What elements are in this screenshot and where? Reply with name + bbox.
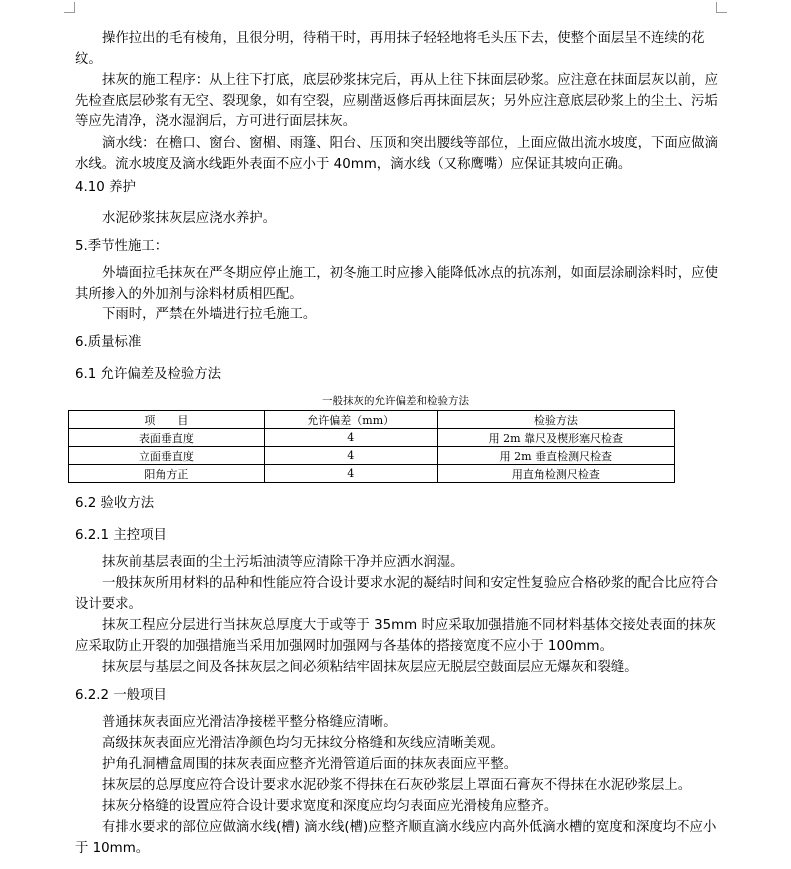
paragraph: 一般抹灰所用材料的品种和性能应符合设计要求水泥的凝结时间和安定性复验应合格砂浆的配合比应符合设计要求。 [75,576,718,612]
section-heading-6-2-2: 6.2.2 一般项目 [75,688,167,703]
section-heading-6: 6.质量标准 [75,335,142,350]
table-cell: 用直角检测尺检查 [437,465,674,483]
table-row [69,447,675,465]
table-cell: 4 [264,429,437,447]
table-row [69,429,675,447]
table-cell: 用 2m 垂直检测尺检查 [437,447,674,465]
table-header-row [69,411,675,429]
tolerance-table [68,410,675,483]
paragraph: 下雨时，严禁在外墙进行拉毛施工。 [102,307,317,322]
table-row [69,465,675,483]
paragraph: 滴水线：在檐口、窗台、窗楣、雨篷、阳台、压顶和突出腰线等部位，上面应做出流水坡度，下面应做滴水线。流水坡度及滴水线距外表面不应小于 40mm，滴水线（又称鹰嘴）应保证其坡向正确。 [75,136,718,172]
paragraph: 有排水要求的部位应做滴水线(槽) 滴水线(槽)应整齐顺直滴水线应内高外低滴水槽的宽度和深度均不应小于 10mm。 [75,820,717,856]
paragraph: 抹灰分格缝的设置应符合设计要求宽度和深度应均匀表面应光滑棱角应整齐。 [102,799,558,814]
table-header-cell: 检验方法 [437,411,674,429]
table-cell: 立面垂直度 [69,447,265,465]
paragraph: 护角孔洞槽盒周围的抹灰表面应整齐光滑管道后面的抹灰表面应平整。 [102,757,518,772]
table-header-cell: 项 目 [69,411,265,429]
paragraph: 抹灰工程应分层进行当抹灰总厚度大于或等于 35mm 时应采取加强措施不同材料基体交接处表面的抹灰应采取防止开裂的加强措施当采用加强网时加强网与各基体的搭接宽度不应小于 100mm。 [75,618,717,654]
section-heading-6-1: 6.1 允许偏差及检验方法 [75,367,222,382]
paragraph: 普通抹灰表面应光滑洁净接槎平整分格缝应清晰。 [102,715,397,730]
paragraph: 外墙面拉毛抹灰在严冬期应停止施工，初冬施工时应掺入能降低冰点的抗冻剂，如面层涂刷涂料时，应使其所掺入的外加剂与涂料材质相匹配。 [75,266,718,302]
paragraph: 高级抹灰表面应光滑洁净颜色均匀无抹纹分格缝和灰线应清晰美观。 [102,736,504,751]
table-header-cell: 允许偏差（mm） [264,411,437,429]
table-cell: 阳角方正 [69,465,265,483]
page-corner-mark-right [716,2,727,13]
paragraph: 抹灰的施工程序：从上往下打底，底层砂浆抹完后，再从上往下抹面层砂浆。应注意在抹面层灰以前，应先检查底层砂浆有无空、裂现象，如有空裂，应剔凿返修后再抹面层灰；另外应注意底层砂浆上的尘土、污垢等应先清净，浇水湿润后，方可进行面层抹灰。 [75,73,718,129]
section-heading-6-2: 6.2 验收方法 [75,496,155,511]
paragraph: 抹灰前基层表面的尘土污垢油渍等应清除干净并应洒水润湿。 [102,555,464,570]
paragraph: 水泥砂浆抹灰层应浇水养护。 [102,211,277,226]
paragraph: 抹灰层的总厚度应符合设计要求水泥砂浆不得抹在石灰砂浆层上罩面石膏灰不得抹在水泥砂浆层上。 [102,778,692,793]
paragraph: 抹灰层与基层之间及各抹灰层之间必须粘结牢固抹灰层应无脱层空鼓面层应无爆灰和裂缝。 [102,660,638,675]
paragraph: 操作拉出的毛有棱角，且很分明，待稍干时，再用抹子轻轻地将毛头压下去，使整个面层呈不连续的花纹。 [75,31,705,67]
page-corner-mark-left [64,2,75,13]
section-heading-6-2-1: 6.2.1 主控项目 [75,528,167,543]
table-cell: 4 [264,447,437,465]
section-heading-5: 5.季节性施工： [75,239,169,254]
table-cell: 用 2m 靠尺及楔形塞尺检查 [437,429,674,447]
table-cell: 4 [264,465,437,483]
table-caption: 一般抹灰的允许偏差和检验方法 [322,395,469,407]
table-cell: 表面垂直度 [69,429,265,447]
section-heading-4-10: 4.10 养护 [75,180,136,195]
